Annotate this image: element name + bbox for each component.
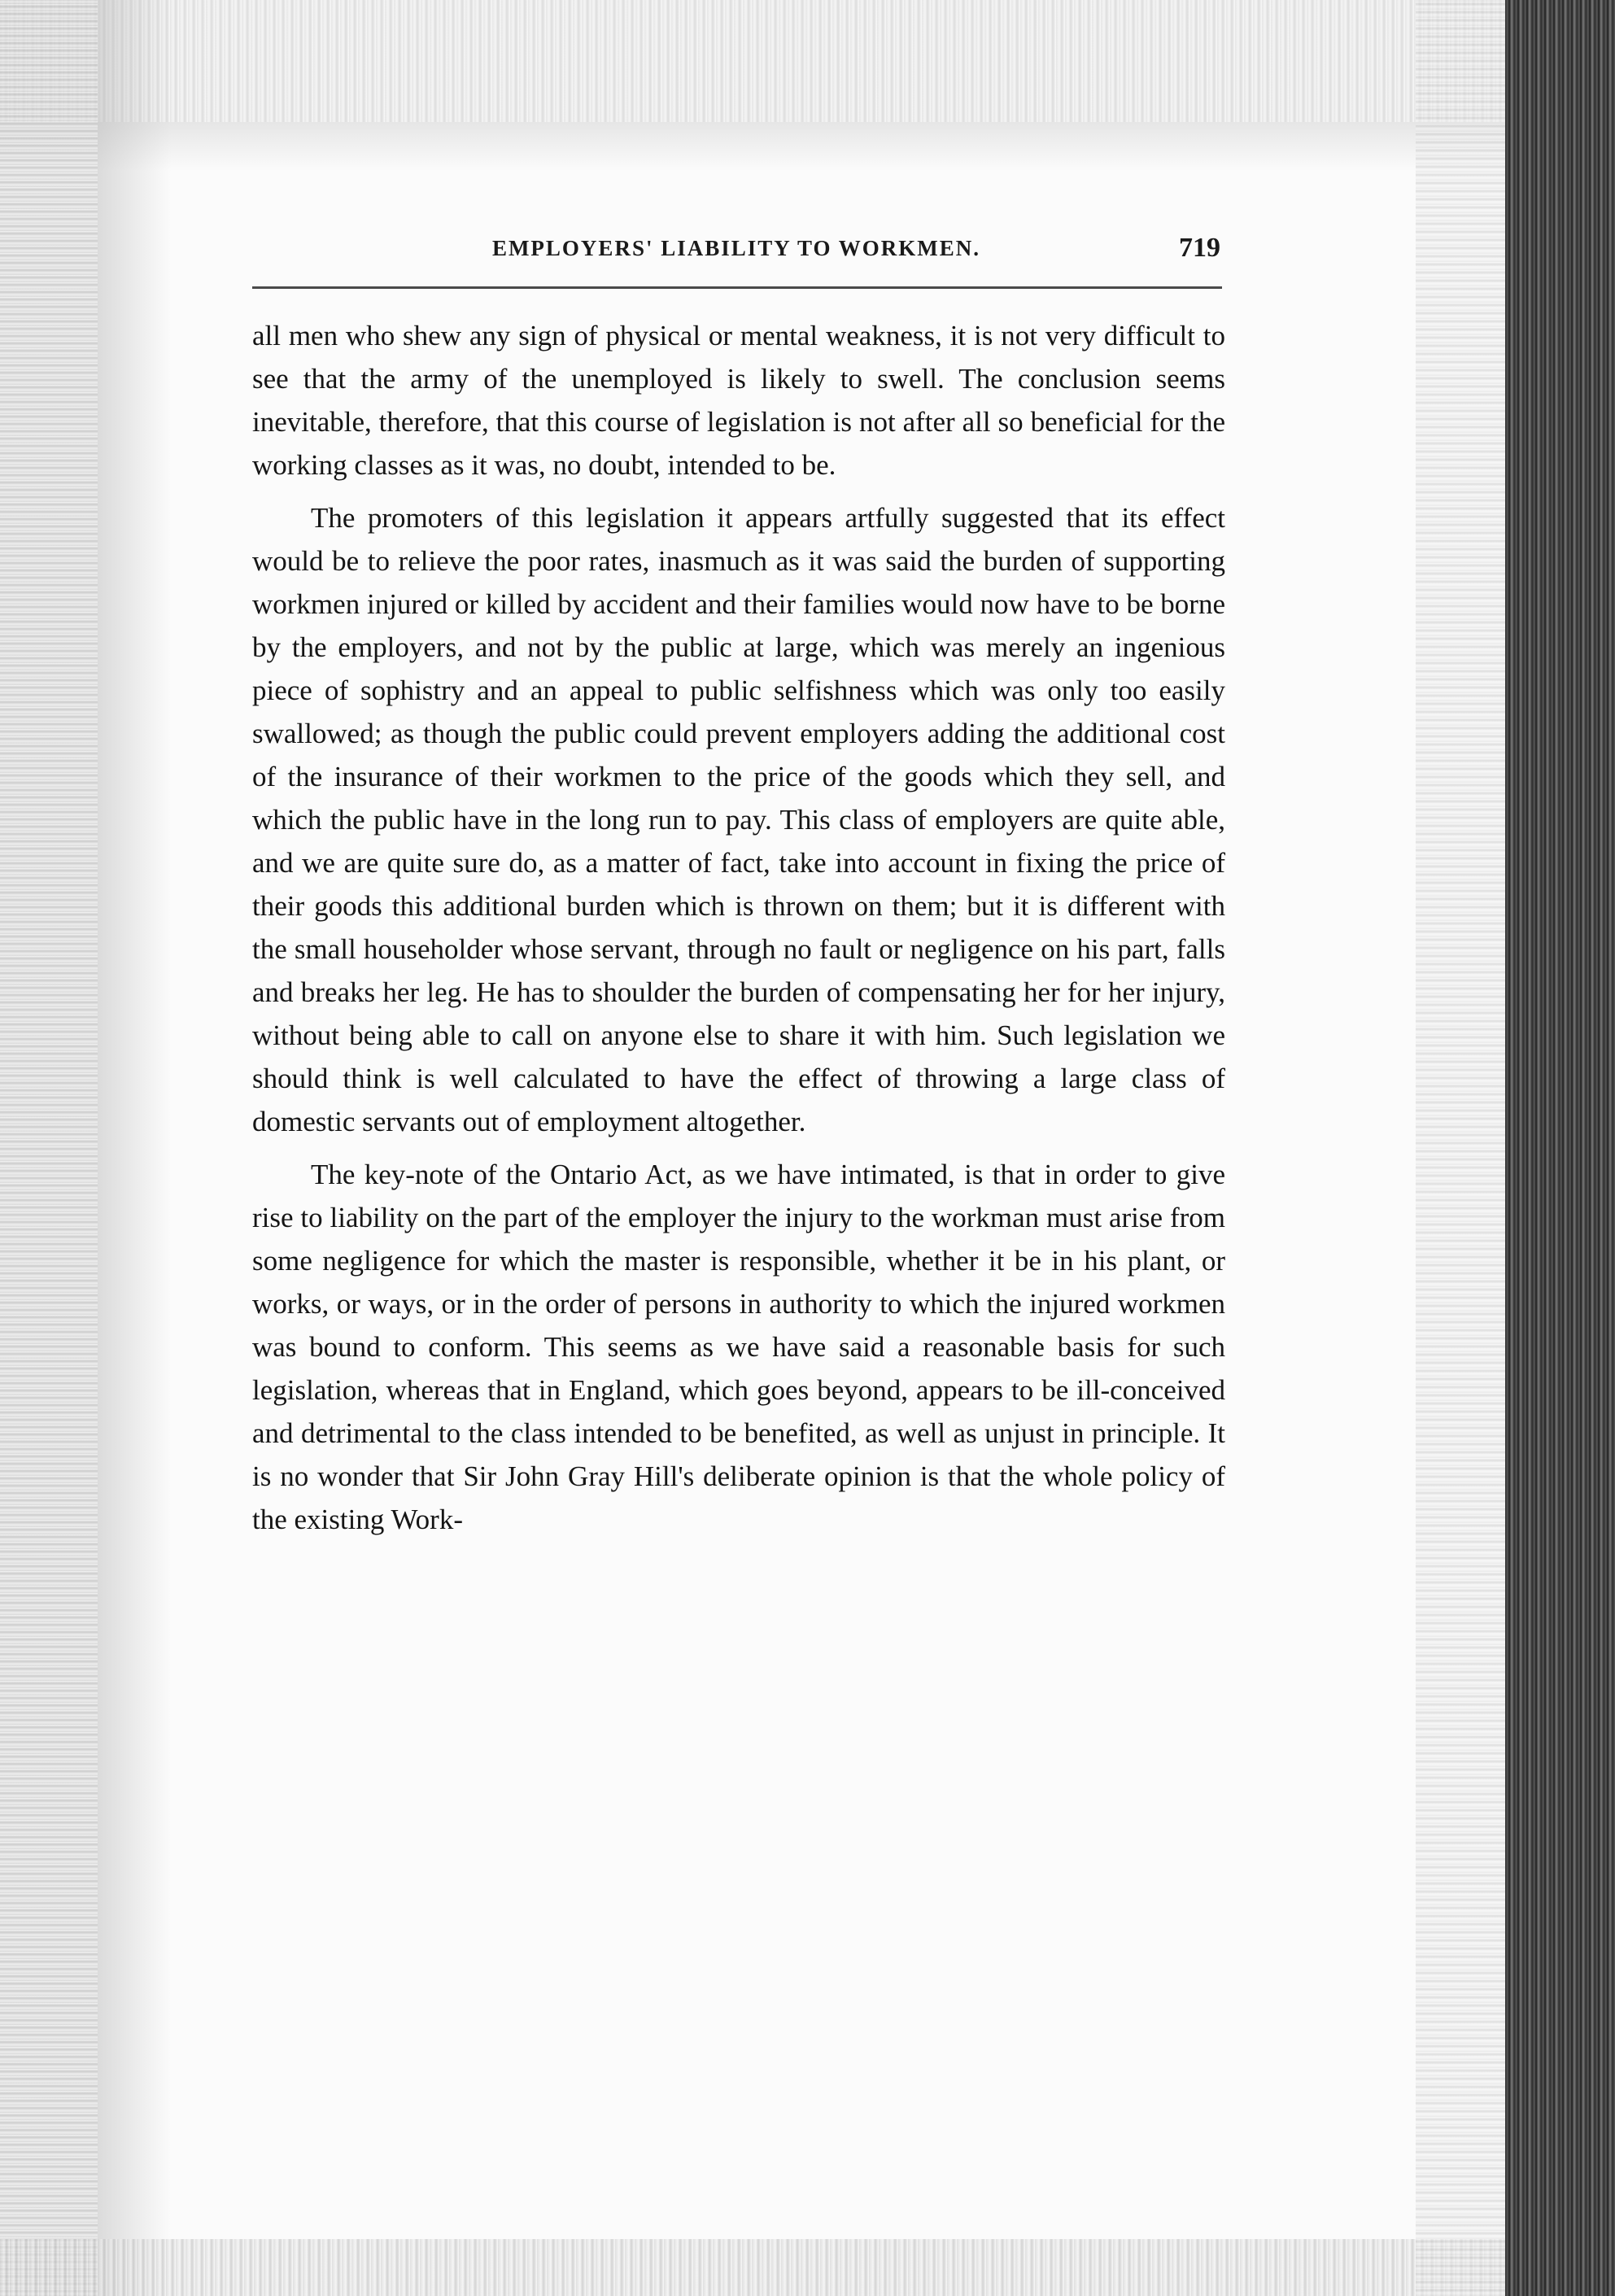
scan-top-edge	[0, 0, 1615, 122]
running-title: EMPLOYERS' LIABILITY TO WORKMEN.	[491, 236, 981, 260]
header-rule	[252, 286, 1222, 289]
book-spine-edge	[1505, 0, 1615, 2296]
paragraph-promoters: The promoters of this legislation it appears artfully suggested that its effect would be to relieve the poor rates, inasmuch as it was said the burden of supporting workmen injured or killed by accident and their families would now have to be borne by the employers, and not by the public at large, which was merely an ingenious piece of sophistry and an appeal to public selfishness which was only too easily swallowed; as though the public could prevent employers adding the additional cost of the insurance of their workmen to the price of the goods which they sell, and which the public have in the long run to pay. This class of employers are quite able, and we are quite sure do, as a matter of fact, take into account in fixing the price of their goods this additional burden which is thrown on them; but it is different with the small householder whose servant, through no fault or negligence on his part, falls and breaks her leg. He has to shoulder the burden of compensating her for her injury, without being able to call on anyone else to share it with him. Such legislation we should think is well calculated to have the effect of throwing a large class of domestic servants out of employment altogether.	[252, 502, 1225, 1137]
scan-bottom-edge	[0, 2239, 1615, 2296]
scan-top-shadow	[0, 122, 1615, 171]
scan-right-margin-noise	[1416, 0, 1505, 2296]
scan-left-shadow	[98, 0, 171, 2296]
paragraph-ontario-act: The key-note of the Ontario Act, as we have intimated, is that in order to give rise to liability on the part of the employer the injury to the workman must arise from some negligence for which the master is responsible, whether it be in his plant, or works, or ways, or in the order of persons in authority to which the injured workmen was bound to conform. This seems as we have said a reasonable basis for such legislation, whereas that in England, which goes beyond, appears to be ill-conceived and detrimental to the class intended to be benefited, as well as unjust in principle. It is no wonder that Sir John Gray Hill's deliberate opinion is that the whole policy of the existing Work-	[252, 1159, 1225, 1535]
body-text	[252, 314, 1225, 1551]
running-header	[252, 233, 1220, 268]
scan-left-edge	[0, 0, 98, 2296]
page-number: 719	[1179, 233, 1220, 263]
paragraph-continued: all men who shew any sign of physical or mental weakness, it is not very difficult to see that the army of the unemployed is likely to swell. The conclusion seems inevitable, therefore, that this course of legislation is not after all so beneficial for the working classes as it was, no doubt, intended to be.	[252, 320, 1225, 481]
